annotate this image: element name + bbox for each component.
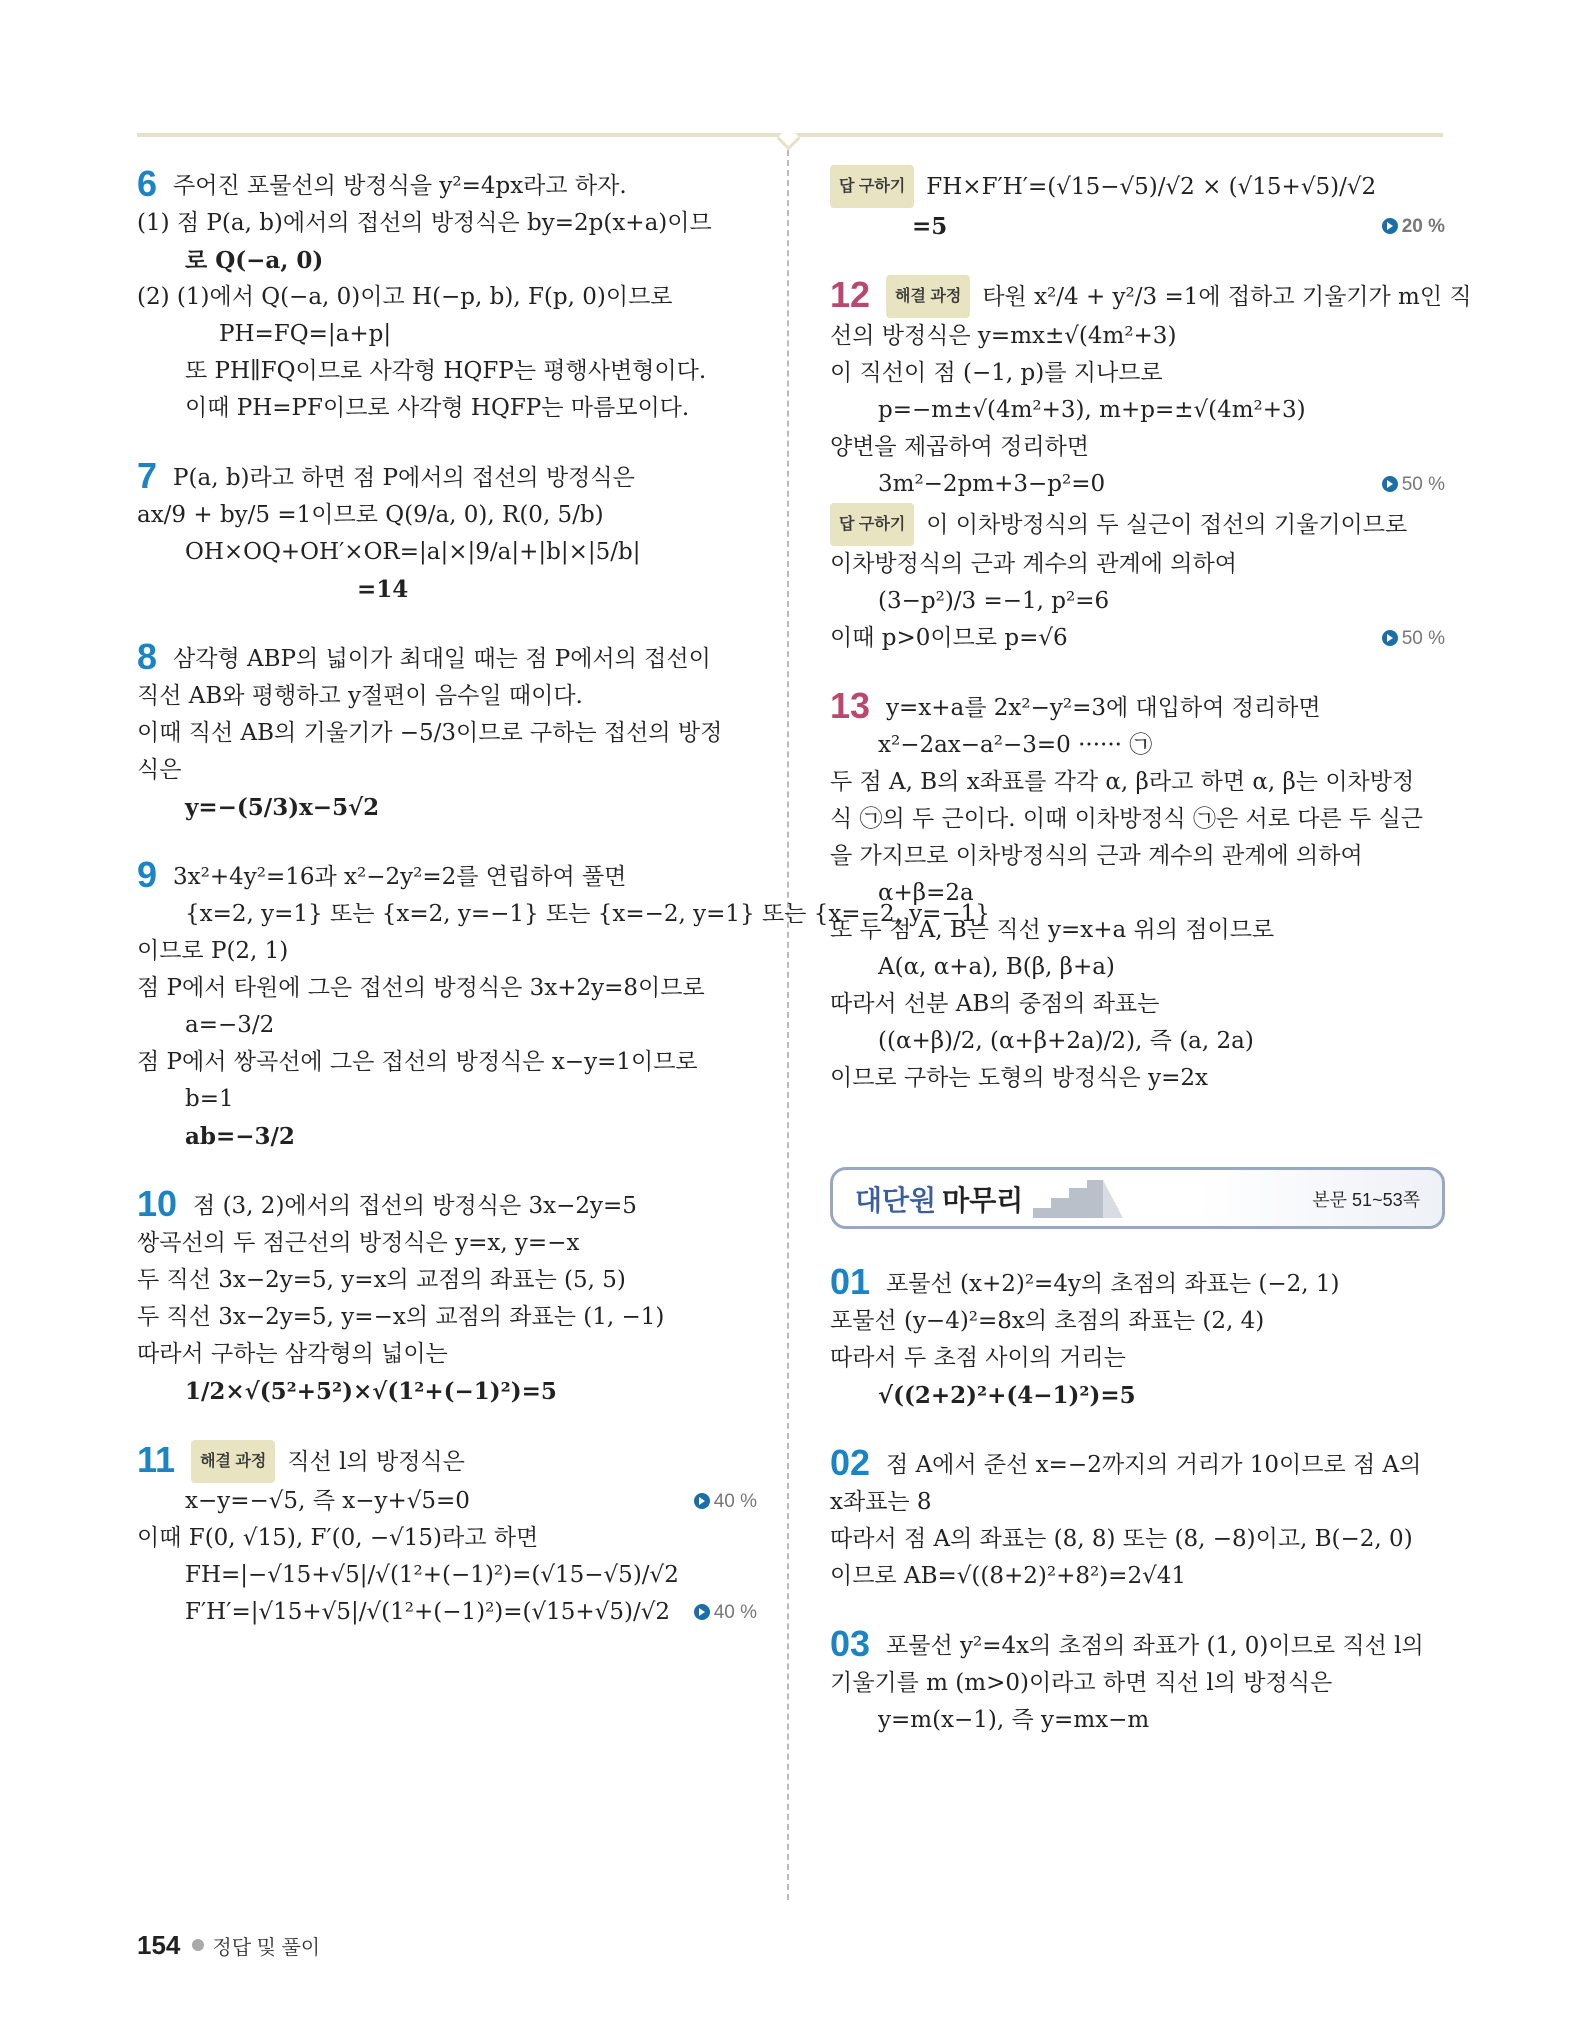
column-divider [787,150,789,1900]
step-badge: 답 구하기 [830,503,914,546]
line-text: 이때 직선 AB의 기울기가 −5/3이므로 구하는 접선의 방정 [137,720,723,746]
score-percent [1382,208,1445,245]
solution-line [137,678,757,715]
solution-line [137,242,757,279]
solution-line [137,1225,757,1262]
solution-line [830,429,1445,466]
solution-line [137,497,757,534]
solution-line [137,1185,757,1225]
line-text: x²−2ax−a²−3=0 ······ ㉠ [878,732,1153,758]
line-text: 양변을 제곱하여 정리하면 [830,434,1090,460]
solution-line [830,949,1445,986]
line-text: 점 P에서 쌍곡선에 그은 접선의 방정식은 x−y=1이므로 [137,1049,698,1075]
play-icon [1382,476,1398,492]
score-percent-value: 20 % [1401,216,1445,237]
line-text: (3−p²)/3 =−1, p²=6 [878,588,1110,614]
solution-line [830,764,1445,801]
problem-number: 03 [830,1623,871,1664]
line-text: 포물선 (y−4)²=8x의 초점의 좌표는 (2, 4) [830,1308,1265,1334]
solution-line [830,165,1445,208]
play-icon [1382,218,1398,234]
solution-line [137,789,757,826]
footer-bullet [192,1939,204,1951]
line-text: 을 가지므로 이차방정식의 근과 계수의 관계에 의하여 [830,843,1363,869]
solution-line [137,1483,757,1520]
problem-6 [137,165,757,427]
problem-10 [137,1185,757,1410]
solution-line [137,1373,757,1410]
line-text: 두 직선 3x−2y=5, y=x의 교점의 좌표는 (5, 5) [137,1267,626,1293]
line-text: 이때 p>0이므로 p=√6 [830,625,1068,651]
line-text: 따라서 점 A의 좌표는 (8, 8) 또는 (8, −8)이고, B(−2, 0) [830,1526,1413,1552]
solution-line [830,986,1445,1023]
solution-line [137,752,757,789]
line-text: 또 PH∥FQ이므로 사각형 HQFP는 평행사변형이다. [185,358,707,384]
solution-line [137,1594,757,1631]
solution-line [137,534,757,571]
line-text: 점 A에서 준선 x=−2까지의 거리가 10이므로 점 A의 [886,1452,1422,1478]
step-badge: 해결 과정 [886,275,970,318]
line-text: 직선 AB와 평행하고 y절편이 음수일 때이다. [137,683,583,709]
line-text: 따라서 두 초점 사이의 거리는 [830,1345,1126,1371]
solution-line [137,1081,757,1118]
solution-line [137,1557,757,1594]
step-badge: 해결 과정 [191,1440,275,1483]
solution-line [137,353,757,390]
line-text: =5 [912,213,948,240]
solution-line [830,1665,1445,1702]
line-text: 두 직선 3x−2y=5, y=−x의 교점의 좌표는 (1, −1) [137,1304,665,1330]
problem-number: 9 [137,854,158,895]
score-percent-value: 40 % [713,1491,757,1512]
solution-line [830,1625,1445,1665]
score-percent-value: 50 % [1401,628,1445,649]
solution-line [137,1262,757,1299]
solution-line [137,279,757,316]
solution-line [830,274,1472,318]
line-text: y=−(5/3)x−5√2 [185,794,380,821]
problem-number: 6 [137,163,158,204]
solution-line [830,466,1445,503]
line-text: FH×F′H′=(√15−√5)/√2 × (√15+√5)/√2 [926,174,1377,200]
page-number: 154 [137,1930,181,1960]
problem-number: 02 [830,1442,871,1483]
line-text: (1) 점 P(a, b)에서의 접선의 방정식은 by=2p(x+a)이므 [137,210,712,236]
line-text: 식은 [137,757,182,783]
line-text: 두 점 A, B의 x좌표를 각각 α, β라고 하면 α, β는 이차방정 [830,769,1415,795]
solution-line [137,856,757,896]
footer-label: 정답 및 풀이 [212,1937,321,1959]
page-footer [137,1930,320,1961]
solution-line [830,1303,1445,1340]
solution-line [830,318,1445,355]
top-rule-notch [776,126,800,150]
score-percent [1382,620,1445,657]
problem-number: 8 [137,636,158,677]
line-text: 따라서 구하는 삼각형의 넓이는 [137,1341,448,1367]
line-text: 이 직선이 점 (−1, p)를 지나므로 [830,360,1163,386]
line-text: FH=|−√15+√5|/√(1²+(−1)²)=(√15−√5)/√2 [185,1562,679,1588]
line-text: OH×OQ+OH′×OR=|a|×|9/a|+|b|×|5/b| [185,539,641,565]
line-text: P(a, b)라고 하면 점 P에서의 접선의 방정식은 [173,465,635,491]
problem-number: 01 [830,1261,871,1302]
line-text: ab=−3/2 [185,1123,295,1150]
solution-line [830,503,1445,546]
line-text: 이때 PH=PF이므로 사각형 HQFP는 마름모이다. [185,395,690,421]
score-percent [694,1594,757,1631]
line-text: A(α, α+a), B(β, β+a) [878,954,1115,980]
play-icon [1382,630,1398,646]
solution-line [137,571,757,608]
play-icon [694,1493,710,1509]
solution-line [830,1060,1445,1097]
line-text: F′H′=|√15+√5|/√(1²+(−1)²)=(√15+√5)/√2 [185,1599,670,1625]
line-text: 3m²−2pm+3−p²=0 [878,471,1106,497]
line-text: (2) (1)에서 Q(−a, 0)이고 H(−p, b), F(p, 0)이므로 [137,284,673,310]
section-banner [830,1167,1445,1229]
problem-01 [830,1263,1445,1414]
solution-line [830,1023,1445,1060]
problem-7 [137,457,757,608]
solution-line [137,316,757,353]
problem-8 [137,638,757,826]
line-text: α+β=2a [878,880,974,906]
solution-line [830,838,1445,875]
solution-line [830,546,1445,583]
solution-line [137,1007,757,1044]
step-badge: 답 구하기 [830,165,914,208]
solution-line [137,390,757,427]
play-icon [694,1604,710,1620]
solution-line [830,1340,1445,1377]
solution-line [830,801,1445,838]
solution-line [830,1484,1445,1521]
solution-line [830,1558,1445,1595]
solution-line [830,583,1445,620]
solution-line [830,687,1445,727]
line-text: {x=2, y=1} 또는 {x=2, y=−1} 또는 {x=−2, y=1} 또는 {x=−2, y=−1} [185,901,990,927]
problem-number: 10 [137,1183,178,1224]
problem-number: 13 [830,685,871,726]
line-text: 3x²+4y²=16과 x²−2y²=2를 연립하여 풀면 [173,864,627,890]
solution-line [137,638,757,678]
solution-line [830,875,1445,912]
problem-12 [830,274,1472,657]
solution-line [830,208,1445,245]
line-text: 따라서 선분 AB의 중점의 좌표는 [830,991,1160,1017]
line-text: x좌표는 8 [830,1489,932,1515]
line-text: 이므로 AB=√((8+2)²+8²)=2√41 [830,1563,1187,1589]
line-text: 쌍곡선의 두 점근선의 방정식은 y=x, y=−x [137,1230,580,1256]
score-percent [694,1483,757,1520]
line-text: x−y=−√5, 즉 x−y+√5=0 [185,1488,470,1514]
line-text: 식 ㉠의 두 근이다. 이때 이차방정식 ㉠은 서로 다른 두 실근 [830,806,1423,832]
stairs-icon [1033,1178,1123,1218]
line-text: b=1 [185,1086,234,1112]
solution-line [830,392,1445,429]
score-percent-value: 50 % [1401,474,1445,495]
solution-line [137,1336,757,1373]
line-text: =14 [357,576,409,603]
line-text: 1/2×√(5²+5²)×√(1²+(−1)²)=5 [185,1378,557,1405]
problem-cont [830,165,1445,245]
problem-11 [137,1440,757,1631]
line-text: 기울기를 m (m>0)이라고 하면 직선 l의 방정식은 [830,1670,1333,1696]
line-text: 이므로 구하는 도형의 방정식은 y=2x [830,1065,1208,1091]
line-text: 로 Q(−a, 0) [185,247,324,274]
line-text: 이때 F(0, √15), F′(0, −√15)라고 하면 [137,1525,539,1551]
line-text: √((2+2)²+(4−1)²)=5 [878,1382,1136,1409]
line-text: ((α+β)/2, (α+β+2a)/2), 즉 (a, 2a) [878,1028,1254,1054]
solution-line [830,1444,1445,1484]
solution-line [137,715,757,752]
solution-line [137,1520,757,1557]
solution-line [830,1521,1445,1558]
solution-line [137,970,757,1007]
line-text: ax/9 + by/5 =1이므로 Q(9/a, 0), R(0, 5/b) [137,502,604,528]
line-text: 타원 x²/4 + y²/3 =1에 접하고 기울기가 m인 직 [982,284,1472,310]
line-text: 점 (3, 2)에서의 접선의 방정식은 3x−2y=5 [193,1193,637,1219]
line-text: y=x+a를 2x²−y²=3에 대입하여 정리하면 [886,695,1321,721]
solution-line [137,1440,757,1483]
solution-line [137,896,990,933]
problem-02 [830,1444,1445,1595]
solution-line [137,165,757,205]
line-text: 포물선 y²=4x의 초점의 좌표가 (1, 0)이므로 직선 l의 [886,1633,1424,1659]
solution-line [830,1377,1445,1414]
score-percent [1382,466,1445,503]
line-text: 이므로 P(2, 1) [137,938,289,964]
solution-line [137,205,757,242]
solution-line [830,355,1445,392]
section-ref: 본문 51~53쪽 [1312,1190,1420,1210]
solution-line [830,1702,1445,1739]
line-text: 이 이차방정식의 두 실근이 접선의 기울기이므로 [926,512,1408,538]
score-percent-value: 40 % [713,1602,757,1623]
solution-line [830,620,1445,657]
solution-line [137,933,757,970]
solution-line [830,727,1445,764]
solution-line [137,1118,757,1155]
line-text: 또 두 점 A, B는 직선 y=x+a 위의 점이므로 [830,917,1275,943]
line-text: 삼각형 ABP의 넓이가 최대일 때는 점 P에서의 접선이 [173,646,711,672]
problem-number: 12 [830,274,871,315]
line-text: a=−3/2 [185,1012,275,1038]
solution-line [137,457,757,497]
solution-line [137,1044,757,1081]
problem-number: 11 [137,1439,176,1480]
right-column [830,165,1472,1769]
line-text: 선의 방정식은 y=mx±√(4m²+3) [830,323,1177,349]
line-text: 이차방정식의 근과 계수의 관계에 의하여 [830,551,1237,577]
solution-line [137,1299,757,1336]
problem-number: 7 [137,455,158,496]
line-text: 점 P에서 타원에 그은 접선의 방정식은 3x+2y=8이므로 [137,975,705,1001]
line-text: PH=FQ=|a+p| [219,321,392,347]
line-text: 주어진 포물선의 방정식을 y²=4px라고 하자. [173,173,627,199]
section-title: 대단원 마무리 [855,1185,1024,1216]
line-text: y=m(x−1), 즉 y=mx−m [878,1707,1150,1733]
line-text: 직선 l의 방정식은 [287,1449,465,1475]
problem-03 [830,1625,1445,1739]
line-text: p=−m±√(4m²+3), m+p=±√(4m²+3) [878,397,1306,423]
solution-line [830,912,1445,949]
solution-line [830,1263,1445,1303]
line-text: 포물선 (x+2)²=4y의 초점의 좌표는 (−2, 1) [886,1271,1340,1297]
problem-13 [830,687,1445,1097]
